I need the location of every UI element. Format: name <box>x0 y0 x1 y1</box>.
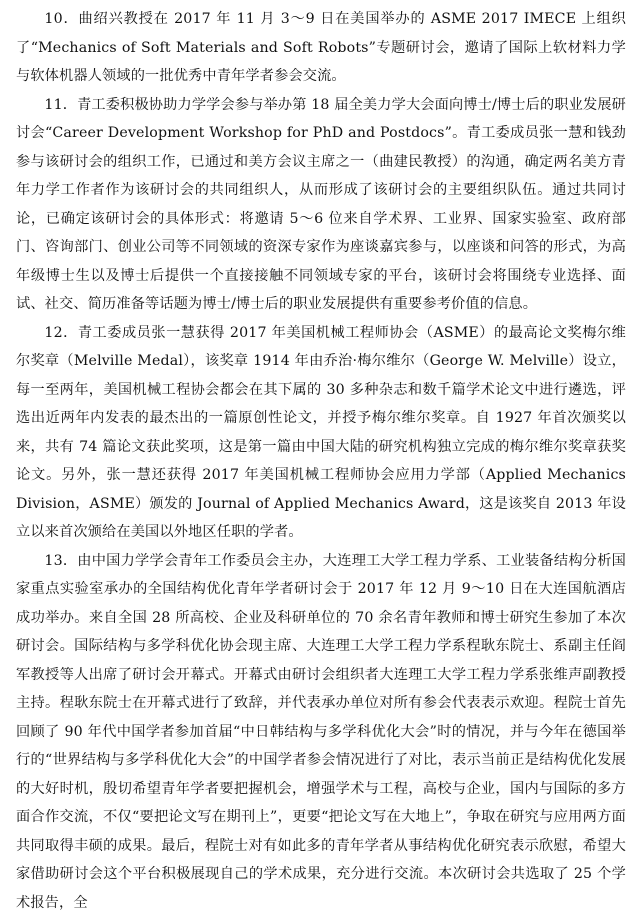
paragraph-10: 10．曲绍兴教授在 2017 年 11 月 3～9 日在美国举办的 ASME 2017 IMECE 上组织了“Mechanics of Soft Materials and Soft Robots”专题研讨会，邀请了国际上软材料力学与软体机器人领域的一批优秀中青年学者参会交流。 <box>16 5 626 91</box>
paragraph-13: 13．由中国力学学会青年工作委员会主办，大连理工大学工程力学系、工业装备结构分析国家重点实验室承办的全国结构优化青年学者研讨会于 2017 年 12 月 9～10 日在大连国航酒店成功举办。来自全国 28 所高校、企业及科研单位的 70 余名青年教师和博士研究生参加了本次研讨会。国际结构与多学科优化协会现主席、大连理工大学工程力学系程耿东院士、系副主任阎军教授等人出席了研讨会开幕式。开幕式由研讨会组织者大连理工大学工程力学系张维声副教授主持。程耿东院士在开幕式进行了致辞，并代表承办单位对所有参会代表表示欢迎。程院士首先回顾了 90 年代中国学者参加首届“中日韩结构与多学科优化大会”时的情况，并与今年在德国举行的“世界结构与多学科优化大会”的中国学者参会情况进行了对比，表示当前正是结构优化发展的大好时机，殷切希望青年学者要把握机会，增强学术与工程，高校与企业，国内与国际的多方面合作交流，不仅“要把论文写在期刊上”，更要“把论文写在大地上”，争取在研究与应用两方面共同取得丰硕的成果。最后，程院士对有如此多的青年学者从事结构优化研究表示欣慰，希望大家借助研讨会这个平台积极展现自己的学术成果，充分进行交流。本次研讨会共选取了 25 个学术报告，全 <box>16 547 626 917</box>
paragraph-12: 12．青工委成员张一慧获得 2017 年美国机械工程师协会（ASME）的最高论文奖梅尔维尔奖章（Melville Medal），该奖章 1914 年由乔治·梅尔维尔（George W. Melville）设立，每一至两年，美国机械工程协会都会在其下属的 30 多种杂志和数千篇学术论文中进行遴选，评选出近两年内发表的最杰出的一篇原创性论文，并授予梅尔维尔奖章。自 1927 年首次颁奖以来，共有 74 篇论文获此奖项，这是第一篇由中国大陆的研究机构独立完成的梅尔维尔奖章获奖论文。另外，张一慧还获得 2017 年美国机械工程师协会应用力学部（Applied Mechanics Division，ASME）颁发的 Journal of Applied Mechanics Award，这是该奖自 2013 年设立以来首次颁给在美国以外地区任职的学者。 <box>16 319 626 547</box>
paragraph-11: 11．青工委积极协助力学学会参与举办第 18 届全美力学大会面向博士/博士后的职业发展研讨会“Career Development Workshop for PhD and Postdocs”。青工委成员张一慧和钱劲参与该研讨会的组织工作，已通过和美方会议主席之一（曲建民教授）的沟通，确定两名美方青年力学工作者作为该研讨会的共同组织人，从而形成了该研讨会的主要组织队伍。通过共同讨论，已确定该研讨会的具体形式：将邀请 5～6 位来自学术界、工业界、国家实验室、政府部门、咨询部门、创业公司等不同领域的资深专家作为座谈嘉宾参与，以座谈和问答的形式，为高年级博士生以及博士后提供一个直接接触不同领域专家的平台，该研讨会将围绕专业选择、面试、社交、简历准备等话题为博士/博士后的职业发展提供有重要参考价值的信息。 <box>16 91 626 319</box>
